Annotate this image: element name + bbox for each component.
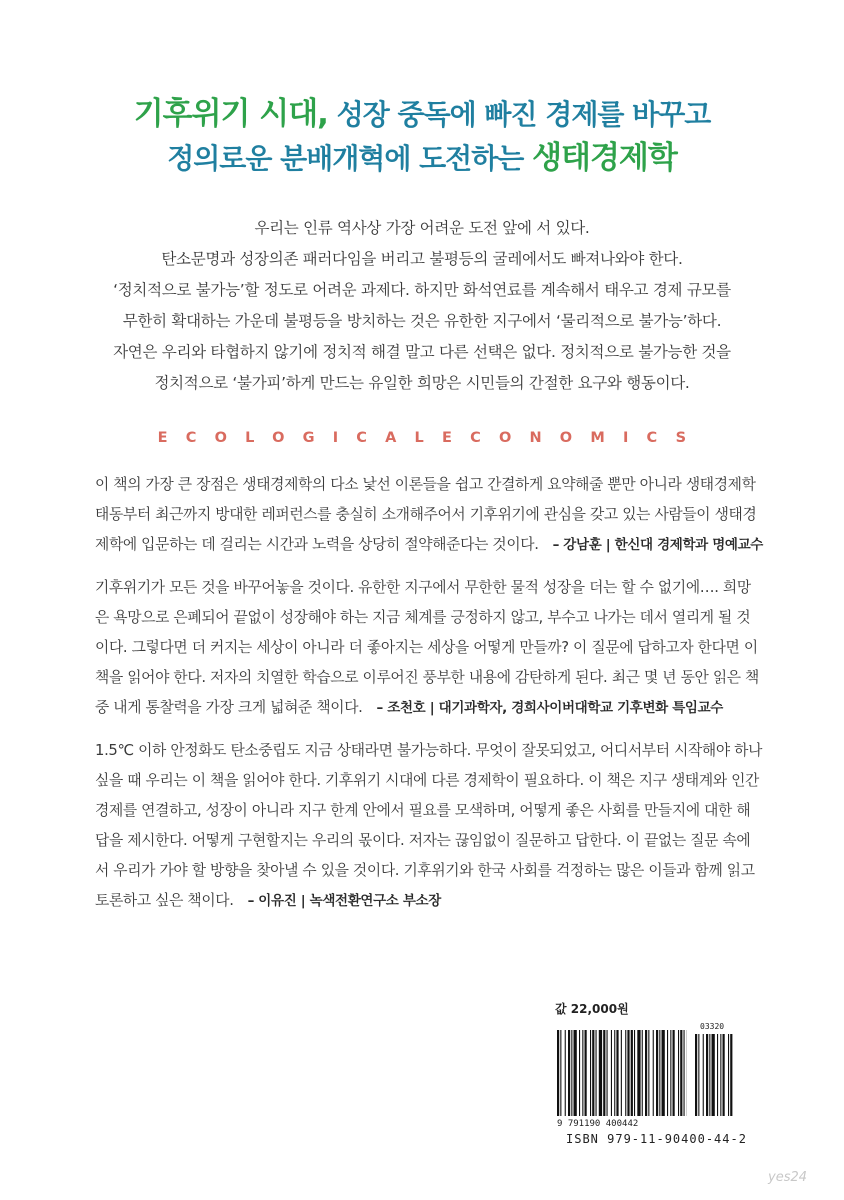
barcode-bar [603, 1030, 605, 1116]
review-line: 기후위기가 모든 것을 바꾸어놓을 것이다. 유한한 지구에서 무한한 물적 성장을 더는 할 수 없기에…. 희망 [95, 579, 751, 596]
barcode-bar [574, 1030, 577, 1116]
barcode-bar [571, 1030, 572, 1116]
barcode-bar [599, 1030, 602, 1116]
barcode-bar [709, 1034, 710, 1116]
review-2 [95, 573, 765, 723]
barcode-bar [684, 1030, 685, 1116]
review-line: 이다. 그렇다면 더 커지는 세상이 아니라 더 좋아지는 세상을 어떻게 만들까? 이 질문에 답하고자 한다면 이 [95, 639, 758, 656]
intro-line: 우리는 인류 역사상 가장 어려운 도전 앞에 서 있다. [254, 219, 590, 237]
barcode-bar [631, 1030, 633, 1116]
barcode-bar [728, 1034, 729, 1116]
barcode-bar [706, 1034, 708, 1116]
barcode-bar [611, 1030, 612, 1116]
price-label: 값 22,000원 [555, 1002, 629, 1016]
review-line-text: 토론하고 싶은 책이다. [95, 892, 234, 909]
review-line-last [95, 530, 765, 560]
headline-text-1: 성장 중독에 빠진 경제를 바꾸고 [327, 98, 711, 131]
barcode-bar [557, 1030, 559, 1116]
barcode-bar [621, 1030, 622, 1116]
review-line-last [95, 693, 765, 723]
barcode-icon [555, 1022, 735, 1130]
review-line-text: 제학에 입문하는 데 걸리는 시간과 노력을 상당히 절약해준다는 것이다. [95, 536, 539, 553]
headline-line-1 [0, 88, 844, 133]
barcode-bar [712, 1034, 715, 1116]
barcode-bar [695, 1034, 697, 1116]
ecological-economics-divider: ECOLOGICALECONOMICS [157, 430, 705, 446]
barcode-main-bars [557, 1030, 687, 1116]
review-signature: – 이유진 | 녹색전환연구소 부소장 [247, 893, 441, 909]
review-line-last [95, 886, 765, 916]
headline-emphasis-1: 기후위기 시대, [133, 96, 328, 132]
intro-line: 자연은 우리와 타협하지 않기에 정치적 해결 말고 다른 선택은 없다. 정치적으로 불가능한 것을 [113, 343, 731, 361]
barcode-bar [678, 1030, 679, 1116]
review-1 [95, 470, 765, 560]
review-line: 1.5℃ 이하 안정화도 탄소중립도 지금 상태라면 불가능하다. 무엇이 잘못되었고, 어디서부터 시작해야 하나 [95, 742, 763, 759]
review-line: 이 책의 가장 큰 장점은 생태경제학의 다소 낯선 이론들을 쉽고 간결하게 요약해줄 뿐만 아니라 생태경제학 [95, 476, 756, 493]
barcode-bar [723, 1034, 725, 1116]
barcode-bar [590, 1030, 591, 1116]
review-signature: – 조천호 | 대기과학자, 경희사이버대학교 기후변화 특임교수 [376, 700, 723, 716]
intro-line: 정치적으로 ‘불가피’하게 만드는 유일한 희망은 시민들의 간절한 요구와 행동이다. [154, 374, 690, 392]
barcode-bar [627, 1030, 629, 1116]
barcode-bar [592, 1030, 594, 1116]
barcode-bar [568, 1030, 570, 1116]
barcode-bar [730, 1034, 732, 1116]
barcode-bar [673, 1030, 675, 1116]
review-line-text: 중 내게 통찰력을 가장 크게 넓혀준 책이다. [95, 699, 363, 716]
barcode-bar [582, 1030, 583, 1116]
review-line: 태동부터 최근까지 방대한 레퍼런스를 충실히 소개해주어서 기후위기에 관심을 갖고 있는 사람들이 생태경 [95, 506, 757, 523]
barcode-bar [634, 1030, 635, 1116]
barcode-bar [667, 1030, 668, 1116]
barcode-bar [625, 1030, 626, 1116]
barcode-bar [720, 1034, 721, 1116]
intro-line: ‘정치적으로 불가능’할 정도로 어려운 과제다. 하지만 화석연료를 계속해서 태우고 경제 규모를 [113, 281, 731, 299]
barcode-bar [703, 1034, 704, 1116]
barcode-bar [616, 1030, 618, 1116]
barcode-bar [680, 1030, 682, 1116]
review-line: 답을 제시한다. 어떻게 구현할지는 우리의 몫이다. 저자는 끊임없이 질문하고 답한다. 이 끝없는 질문 속에 [95, 832, 751, 849]
review-line: 은 욕망으로 은폐되어 끝없이 성장해야 하는 지금 체계를 긍정하지 않고, 부수고 나가는 데서 열리게 될 것 [95, 609, 751, 626]
review-signature: – 강남훈 | 한신대 경제학과 명예교수 [552, 537, 763, 553]
barcode-bar [656, 1030, 658, 1116]
barcode-bar [648, 1030, 649, 1116]
barcode-bar [698, 1034, 699, 1116]
intro-line: 탄소문명과 성장의존 패러다임을 버리고 불평등의 굴레에서도 빠져나와야 한다. [161, 250, 683, 268]
headline-line-2 [0, 132, 844, 177]
barcode-bar [662, 1030, 665, 1116]
intro-paragraph [60, 213, 784, 399]
barcode-bar [645, 1030, 647, 1116]
review-3 [95, 736, 765, 916]
barcode-bar [653, 1030, 654, 1116]
barcode-bar [579, 1030, 580, 1116]
headline-text-2: 정의로운 분배개혁에 도전하는 [167, 142, 533, 175]
review-line: 경제를 연결하고, 성장이 아니라 지구 한계 안에서 필요를 모색하며, 어떻게 좋은 사회를 만들지에 대한 해 [95, 802, 751, 819]
review-line: 싶을 때 우리는 이 책을 읽어야 한다. 기후위기 시대에 다른 경제학이 필요하다. 이 책은 지구 생태계와 인간 [95, 772, 760, 789]
barcode-bar [585, 1030, 587, 1116]
isbn-number: ISBN 979-11-90400-44-2 [566, 1132, 747, 1146]
watermark-logo: yes24 [768, 1170, 808, 1185]
barcode-bar [659, 1030, 660, 1116]
barcode-bar [717, 1034, 718, 1116]
intro-line: 무한히 확대하는 가운데 불평등을 방치하는 것은 유한한 지구에서 ‘물리적으로 불가능’하다. [122, 312, 722, 330]
barcode-bar [642, 1030, 643, 1116]
barcode-bar [596, 1030, 597, 1116]
barcode-bar [614, 1030, 615, 1116]
barcode-addon-bars [695, 1034, 732, 1116]
review-line: 서 우리가 가야 할 방향을 찾아낼 수 있을 것이다. 기후위기와 한국 사회를 걱정하는 많은 이들과 함께 읽고 [95, 862, 755, 879]
headline-emphasis-2: 생태경제학 [532, 140, 677, 176]
barcode-digits: 9 791190 400442 [557, 1119, 639, 1129]
barcode-bar [637, 1030, 640, 1116]
barcode-bar [560, 1030, 561, 1116]
barcode-bar [670, 1030, 671, 1116]
barcode-addon-digits: 03320 [700, 1022, 725, 1031]
review-line: 책을 읽어야 한다. 저자의 치열한 학습으로 이루어진 풍부한 내용에 감탄하게 된다. 최근 몇 년 동안 읽은 책 [95, 669, 760, 686]
barcode-bar [565, 1030, 566, 1116]
barcode-bar [607, 1030, 608, 1116]
